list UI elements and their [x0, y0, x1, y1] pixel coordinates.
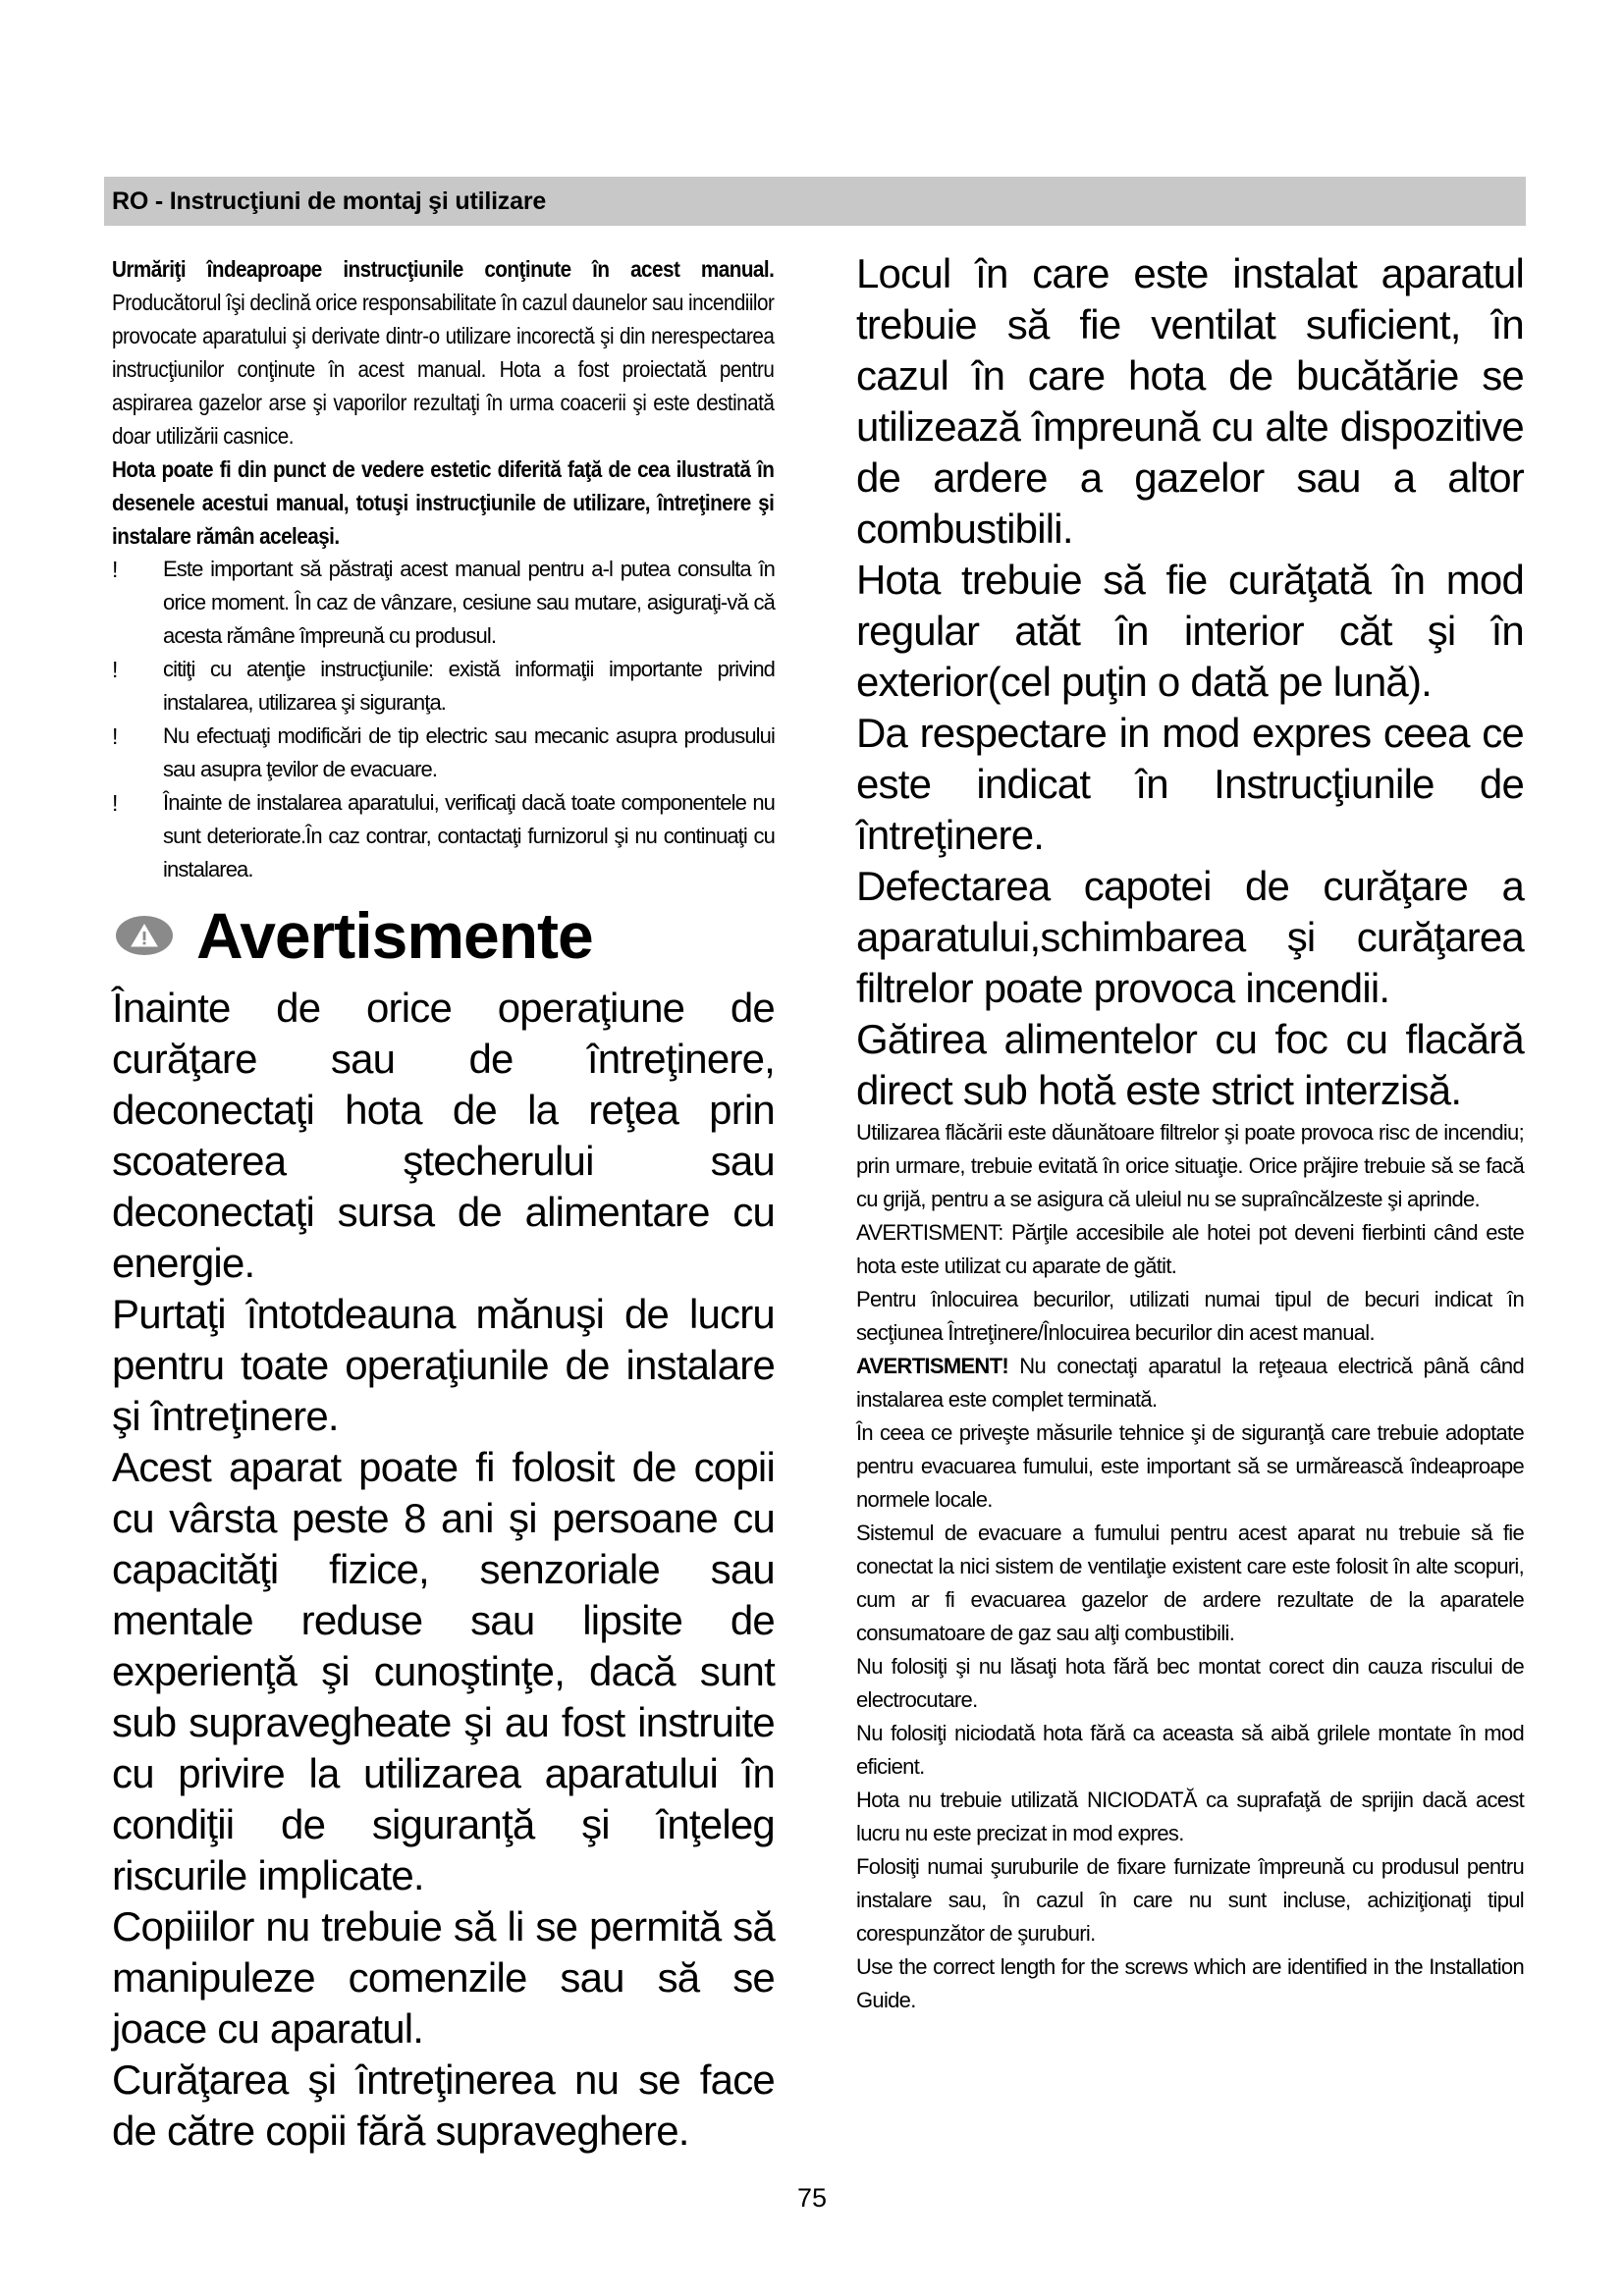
info-paragraph: Pentru înlocuirea becurilor, utilizati numai tipul de becuri indicat în secţiunea Întreţinere/Înlocuirea becurilor din acest manual. — [856, 1287, 1524, 1345]
bullet-item — [112, 553, 775, 653]
design-note-paragraph: Hota poate fi din punct de vedere estetic diferită faţă de cea ilustrată în desenele acestui manual, totuşi instrucţiunile de utilizare, întreţinere şi instalare rămân aceleaşi. — [112, 456, 775, 549]
info-paragraph: Nu folosiţi niciodată hota fără ca aceasta să aibă grilele montate în mod eficient. — [856, 1721, 1524, 1779]
bullet-item — [112, 720, 775, 786]
warning-paragraph: Purtaţi întotdeauna mănuşi de lucru pentru toate operaţiunile de instalare şi întreţinere. — [112, 1291, 775, 1439]
bullet-text: Este important să păstraţi acest manual pentru a-l putea consulta în orice moment. În caz de vânzare, cesiune sau mutare, asiguraţi-vă că acesta rămâne împreună cu produsul. — [163, 557, 775, 648]
bullet-text: citiţi cu atenţie instrucţiunile: există informaţii importante privind instalarea, utilizarea şi siguranţa. — [163, 657, 775, 715]
info-paragraph: Utilizarea flăcării este dăunătoare filtrelor şi poate provoca risc de incendiu; prin urmare, trebuie evitată în orice situaţie. Orice prăjire trebuie să se facă cu grijă, pentru a se asigura că uleiul nu se supraîncălzeste şi aprinde. — [856, 1120, 1524, 1211]
electrical-warning-paragraph: AVERTISMENT! Nu conectaţi aparatul la reţeaua electrică până când instalarea este complet terminată. — [856, 1354, 1524, 1412]
warning-paragraph: Gătirea alimentelor cu foc cu flacără direct sub hotă este strict interzisă. — [856, 1016, 1524, 1113]
section-header-bar — [104, 177, 1526, 226]
warning-paragraph: Curăţarea şi întreţinerea nu se face de către copii fără supraveghere. — [112, 2056, 775, 2154]
warnings-title: Avertismente — [196, 899, 593, 972]
section-title: RO - Instrucţiuni de montaj şi utilizare — [112, 187, 547, 215]
exclamation-icon: ! — [112, 790, 119, 816]
info-paragraph: Nu folosiţi şi nu lăsaţi hota fără bec montat corect din cauza riscului de electrocutare. — [856, 1654, 1524, 1712]
info-paragraph: În ceea ce priveşte măsurile tehnice şi de siguranţă care trebuie adoptate pentru evacuarea fumului, este important să se urmărească îndeaproape normele locale. — [856, 1420, 1524, 1512]
warning-paragraph: Înainte de orice operaţiune de curăţare sau de întreţinere, deconectaţi hota de la reţea prin scoaterea ştecherului sau deconectaţi sursa de alimentare cu energie. — [112, 985, 775, 1286]
info-paragraph: AVERTISMENT: Părţile accesibile ale hotei pot deveni fierbinti când este hota este utilizat cu aparate de gătit. — [856, 1220, 1524, 1278]
bullet-item — [112, 786, 775, 886]
right-column — [856, 248, 1524, 2017]
warning-paragraph: Defectarea capotei de curăţare a aparatului,schimbarea şi curăţarea filtrelor poate provoca incendii. — [856, 863, 1524, 1011]
warning-paragraph: Hota trebuie să fie curăţată în mod regular atăt în interior căt şi în exterior(cel puţin o dată pe lună). — [856, 557, 1524, 705]
warning-triangle-icon — [116, 916, 173, 955]
exclamation-icon: ! — [112, 723, 119, 749]
intro-paragraph — [112, 252, 774, 453]
info-paragraph: Hota nu trebuie utilizată NICIODATĂ ca suprafaţă de sprijin dacă acest lucru nu este precizat in mod expres. — [856, 1788, 1524, 1845]
bullet-text: Înainte de instalarea aparatului, verificaţi dacă toate componentele nu sunt deteriorate.În caz contrar, contactaţi furnizorul şi nu continuaţi cu instalarea. — [163, 790, 775, 881]
exclamation-icon: ! — [112, 557, 119, 582]
exclamation-icon: ! — [112, 657, 119, 682]
left-column — [112, 252, 775, 2157]
warning-paragraph: Da respectare in mod expres ceea ce este indicat în Instrucţiunile de întreţinere. — [856, 710, 1524, 858]
intro-bold: Urmăriţi îndeaproape instrucţiunile conţinute în acest manual. — [112, 256, 775, 282]
page-number: 75 — [796, 2183, 828, 2213]
info-paragraph: Sistemul de evacuare a fumului pentru acest aparat nu trebuie să fie conectat la nici sistem de ventilaţie existent care este folosit în alte scopuri, cum ar fi evacuarea gazelor de ardere rezultate de la aparatele consumatoare de gaz sau alţi combustibili. — [856, 1521, 1524, 1645]
warnings-heading — [112, 900, 775, 971]
warning-paragraph: Copiiilor nu trebuie să li se permită să manipuleze comenzile sau să se joace cu aparatul. — [112, 1903, 775, 2052]
bullet-item — [112, 653, 775, 720]
intro-text: Producătorul îşi declină orice responsabilitate în cazul daunelor sau incendiilor provocate aparatului şi derivate dintr-o utilizare incorectă şi din nerespectarea instrucţiunilor conţinute în acest manual. Hota a fost proiectată pentru aspirarea gazelor arse şi vaporilor rezultaţi în urma coacerii şi este destinată doar utilizării casnice. — [112, 290, 775, 449]
warning-paragraph: Acest aparat poate fi folosit de copii cu vârsta peste 8 ani şi persoane cu capacităţi fizice, senzoriale sau mentale reduse sau lipsite de experienţă şi cunoştinţe, dacă sunt sub supravegheate şi au fost instruite cu privire la utilizarea aparatului în condiţii de siguranţă şi înţeleg riscurile implicate. — [112, 1444, 775, 1898]
info-paragraph: Use the correct length for the screws which are identified in the Installation Guide. — [856, 1954, 1524, 2012]
info-paragraph: Folosiţi numai şuruburile de fixare furnizate împreună cu produsul pentru instalare sau, în cazul în care nu sunt incluse, achiziţionaţi tipul corespunzător de şuruburi. — [856, 1854, 1524, 1946]
warning-paragraph: Locul în care este instalat aparatul trebuie să fie ventilat suficient, în cazul în care hota de bucătărie se utilizează împreună cu alte dispozitive de ardere a gazelor sau a altor combustibili. — [856, 250, 1524, 552]
bullet-text: Nu efectuaţi modificări de tip electric sau mecanic asupra produsului sau asupra ţevilor de evacuare. — [163, 723, 775, 781]
